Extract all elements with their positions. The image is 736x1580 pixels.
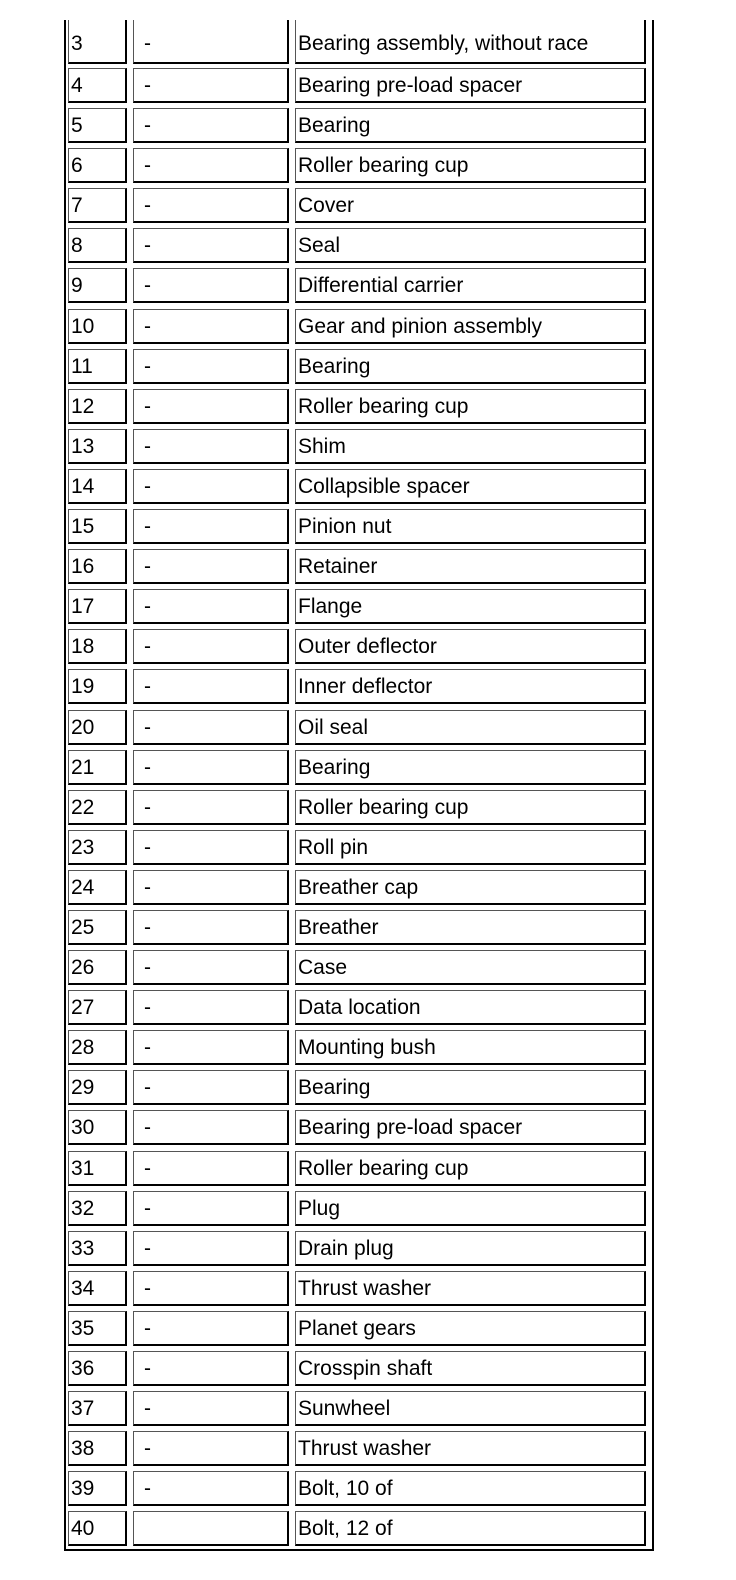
part-number-cell: 18	[68, 629, 127, 664]
part-description-cell: Bearing assembly, without race	[295, 20, 646, 64]
table-row	[68, 706, 650, 746]
table-row	[68, 1106, 650, 1146]
separator-cell: -	[133, 228, 289, 263]
table-row	[68, 305, 650, 345]
part-description-cell: Drain plug	[295, 1231, 646, 1266]
separator-cell: -	[133, 1030, 289, 1065]
table-row	[68, 1507, 650, 1547]
part-number-cell: 13	[68, 429, 127, 464]
part-description-cell: Shim	[295, 429, 646, 464]
part-description-cell: Mounting bush	[295, 1030, 646, 1065]
part-description-cell: Data location	[295, 990, 646, 1025]
table-row	[68, 505, 650, 545]
part-number-cell: 35	[68, 1311, 127, 1346]
table-row	[68, 1467, 650, 1507]
table-row	[68, 64, 650, 104]
part-number-cell: 21	[68, 750, 127, 785]
part-number-cell: 40	[68, 1511, 127, 1546]
part-number-cell: 27	[68, 990, 127, 1025]
part-description-cell: Retainer	[295, 549, 646, 584]
separator-cell: -	[133, 830, 289, 865]
separator-cell: -	[133, 629, 289, 664]
part-description-cell: Inner deflector	[295, 669, 646, 704]
separator-cell: -	[133, 349, 289, 384]
table-row	[68, 1066, 650, 1106]
part-number-cell: 36	[68, 1351, 127, 1386]
table-row	[68, 946, 650, 986]
part-description-cell: Pinion nut	[295, 509, 646, 544]
separator-cell: -	[133, 1191, 289, 1226]
table-row	[68, 866, 650, 906]
part-description-cell: Differential carrier	[295, 268, 646, 303]
table-row	[68, 906, 650, 946]
part-description-cell: Thrust washer	[295, 1271, 646, 1306]
table-row	[68, 465, 650, 505]
table-row	[68, 1387, 650, 1427]
table-row	[68, 1227, 650, 1267]
separator-cell: -	[133, 790, 289, 825]
table-row	[68, 264, 650, 304]
table-row	[68, 345, 650, 385]
separator-cell: -	[133, 389, 289, 424]
part-number-cell: 23	[68, 830, 127, 865]
part-number-cell: 10	[68, 309, 127, 344]
table-row	[68, 224, 650, 264]
table-row	[68, 385, 650, 425]
part-description-cell: Bearing	[295, 750, 646, 785]
part-number-cell: 15	[68, 509, 127, 544]
separator-cell: -	[133, 1431, 289, 1466]
table-row	[68, 184, 650, 224]
table-row	[68, 786, 650, 826]
separator-cell: -	[133, 1110, 289, 1145]
separator-cell: -	[133, 1151, 289, 1186]
part-number-cell: 7	[68, 188, 127, 223]
part-description-cell: Flange	[295, 589, 646, 624]
table-row	[68, 20, 650, 64]
separator-cell: -	[133, 589, 289, 624]
part-description-cell: Cover	[295, 188, 646, 223]
separator-cell: -	[133, 710, 289, 745]
table-row	[68, 1187, 650, 1227]
part-description-cell: Oil seal	[295, 710, 646, 745]
part-description-cell: Bearing	[295, 1070, 646, 1105]
separator-cell: -	[133, 950, 289, 985]
part-number-cell: 17	[68, 589, 127, 624]
separator-cell: -	[133, 910, 289, 945]
part-description-cell: Bearing	[295, 349, 646, 384]
part-description-cell: Outer deflector	[295, 629, 646, 664]
separator-cell: -	[133, 108, 289, 143]
separator-cell: -	[133, 870, 289, 905]
part-description-cell: Breather	[295, 910, 646, 945]
table-row	[68, 1347, 650, 1387]
part-description-cell: Bearing pre-load spacer	[295, 1110, 646, 1145]
table-row	[68, 1307, 650, 1347]
part-description-cell: Breather cap	[295, 870, 646, 905]
table-row	[68, 545, 650, 585]
separator-cell: -	[133, 188, 289, 223]
part-number-cell: 14	[68, 469, 127, 504]
part-number-cell: 5	[68, 108, 127, 143]
part-number-cell: 3	[68, 20, 127, 64]
separator-cell: -	[133, 68, 289, 103]
separator-cell: -	[133, 1391, 289, 1426]
part-description-cell: Thrust washer	[295, 1431, 646, 1466]
separator-cell: -	[133, 309, 289, 344]
part-description-cell: Bolt, 10 of	[295, 1471, 646, 1506]
table-row	[68, 1147, 650, 1187]
table-row	[68, 585, 650, 625]
part-number-cell: 20	[68, 710, 127, 745]
part-description-cell: Planet gears	[295, 1311, 646, 1346]
separator-cell	[133, 1511, 289, 1546]
part-number-cell: 32	[68, 1191, 127, 1226]
part-number-cell: 26	[68, 950, 127, 985]
part-description-cell: Seal	[295, 228, 646, 263]
part-number-cell: 34	[68, 1271, 127, 1306]
part-number-cell: 38	[68, 1431, 127, 1466]
part-description-cell: Bearing	[295, 108, 646, 143]
part-description-cell: Roller bearing cup	[295, 389, 646, 424]
part-description-cell: Roller bearing cup	[295, 1151, 646, 1186]
part-number-cell: 30	[68, 1110, 127, 1145]
part-description-cell: Roller bearing cup	[295, 790, 646, 825]
part-number-cell: 37	[68, 1391, 127, 1426]
part-number-cell: 24	[68, 870, 127, 905]
part-number-cell: 29	[68, 1070, 127, 1105]
part-number-cell: 9	[68, 268, 127, 303]
part-number-cell: 33	[68, 1231, 127, 1266]
separator-cell: -	[133, 20, 289, 64]
table-row	[68, 625, 650, 665]
part-number-cell: 25	[68, 910, 127, 945]
part-description-cell: Bolt, 12 of	[295, 1511, 646, 1546]
part-description-cell: Crosspin shaft	[295, 1351, 646, 1386]
table-row	[68, 665, 650, 705]
separator-cell: -	[133, 509, 289, 544]
separator-cell: -	[133, 990, 289, 1025]
separator-cell: -	[133, 148, 289, 183]
separator-cell: -	[133, 750, 289, 785]
table-row	[68, 144, 650, 184]
table-row	[68, 826, 650, 866]
part-number-cell: 4	[68, 68, 127, 103]
part-number-cell: 6	[68, 148, 127, 183]
part-number-cell: 11	[68, 349, 127, 384]
part-description-cell: Gear and pinion assembly	[295, 309, 646, 344]
part-number-cell: 22	[68, 790, 127, 825]
separator-cell: -	[133, 1070, 289, 1105]
part-number-cell: 12	[68, 389, 127, 424]
part-description-cell: Plug	[295, 1191, 646, 1226]
table-row	[68, 1427, 650, 1467]
part-description-cell: Roll pin	[295, 830, 646, 865]
separator-cell: -	[133, 469, 289, 504]
part-description-cell: Collapsible spacer	[295, 469, 646, 504]
part-number-cell: 19	[68, 669, 127, 704]
separator-cell: -	[133, 1231, 289, 1266]
table-row	[68, 1026, 650, 1066]
table-row	[68, 986, 650, 1026]
table-row	[68, 425, 650, 465]
separator-cell: -	[133, 268, 289, 303]
separator-cell: -	[133, 669, 289, 704]
separator-cell: -	[133, 1311, 289, 1346]
part-number-cell: 39	[68, 1471, 127, 1506]
separator-cell: -	[133, 1271, 289, 1306]
table-row	[68, 104, 650, 144]
part-number-cell: 16	[68, 549, 127, 584]
table-row	[68, 1267, 650, 1307]
part-number-cell: 28	[68, 1030, 127, 1065]
separator-cell: -	[133, 429, 289, 464]
part-description-cell: Bearing pre-load spacer	[295, 68, 646, 103]
part-number-cell: 31	[68, 1151, 127, 1186]
separator-cell: -	[133, 549, 289, 584]
part-number-cell: 8	[68, 228, 127, 263]
separator-cell: -	[133, 1471, 289, 1506]
separator-cell: -	[133, 1351, 289, 1386]
part-description-cell: Case	[295, 950, 646, 985]
table-row	[68, 746, 650, 786]
parts-table	[64, 20, 654, 1551]
part-description-cell: Roller bearing cup	[295, 148, 646, 183]
part-description-cell: Sunwheel	[295, 1391, 646, 1426]
